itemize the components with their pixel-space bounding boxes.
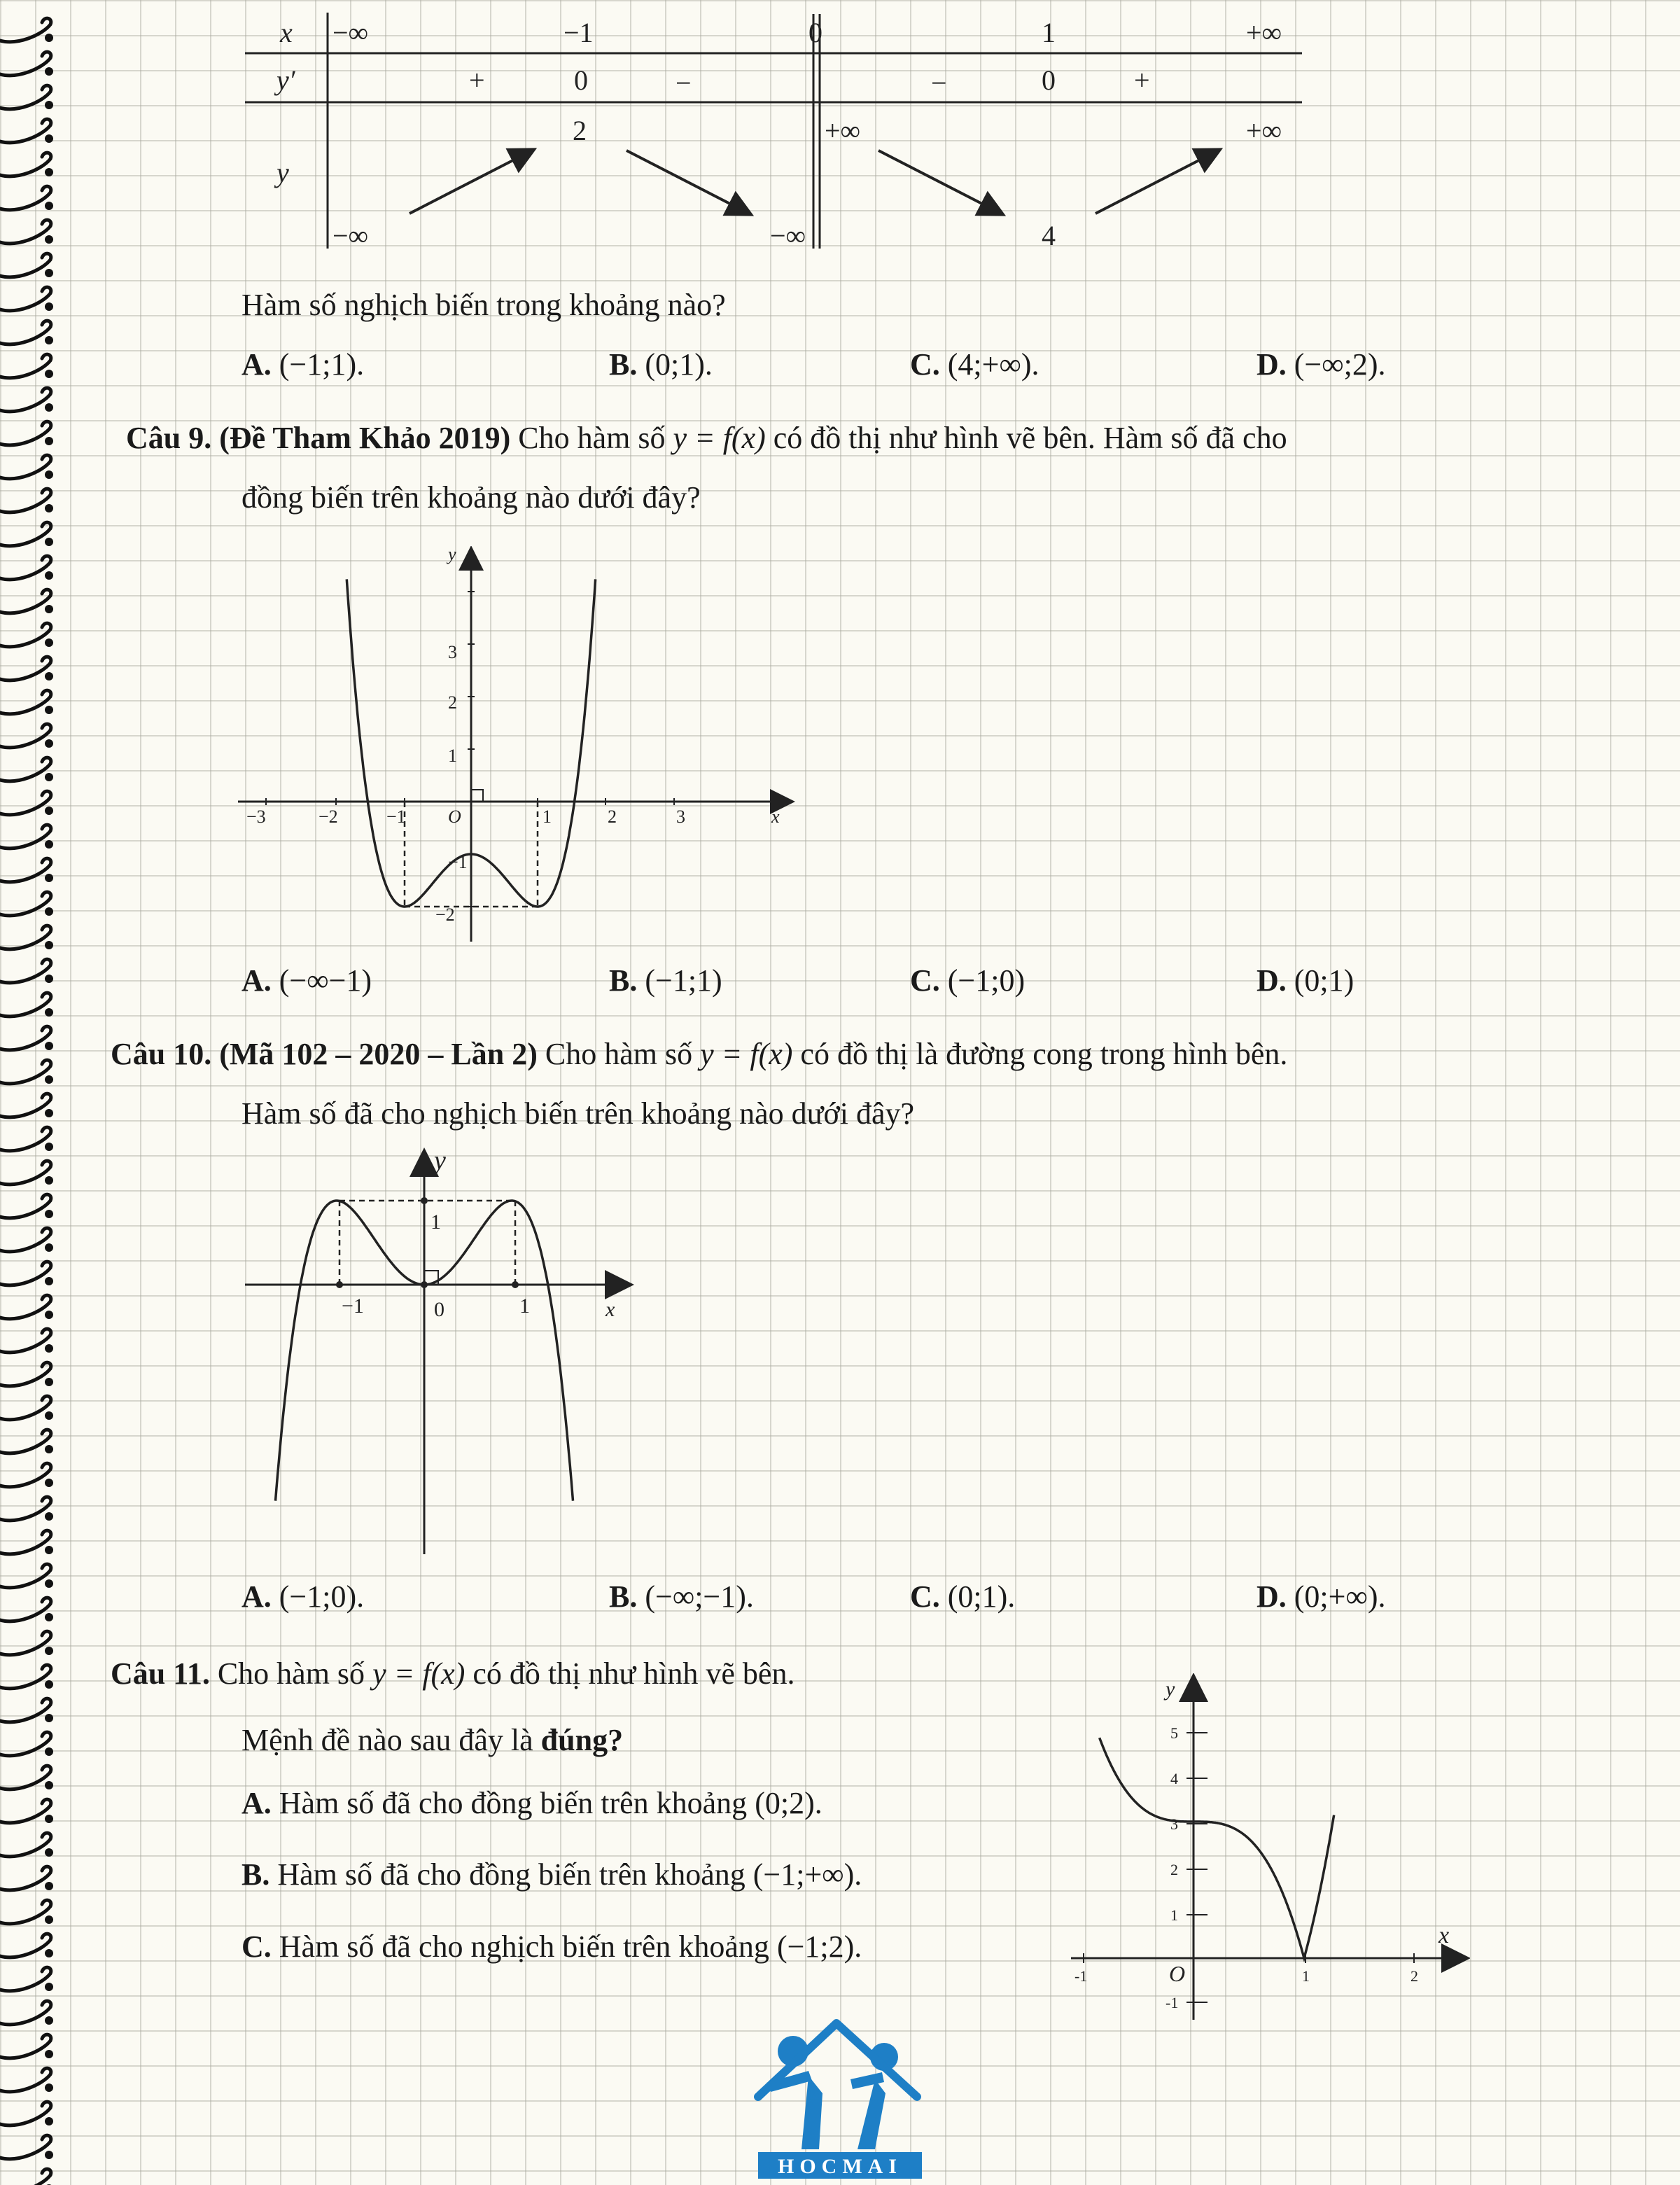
option-value: (0;2). [755, 1786, 822, 1820]
x-tick-label: −1 [386, 807, 406, 827]
option-value: (0;1) [1294, 963, 1354, 998]
option-value: (−1;+∞). [752, 1857, 862, 1892]
option-text: Hàm số đã cho đồng biến trên khoảng [279, 1786, 748, 1820]
option-letter: A. [241, 347, 272, 382]
vt-y-value: +∞ [1246, 115, 1282, 146]
y-tick-label: 2 [1170, 1861, 1178, 1878]
x-tick-label: −2 [318, 807, 338, 827]
x-axis-label: x [1438, 1922, 1450, 1948]
x-tick-label: -1 [1074, 1967, 1088, 1985]
q11-graph [1064, 1673, 1470, 2037]
q8-option-c[interactable] [910, 347, 1040, 382]
vt-y-value: −∞ [332, 220, 369, 251]
option-value: (−∞;−1). [645, 1579, 754, 1614]
option-value: (0;1). [645, 347, 713, 382]
option-text: Hàm số đã cho đồng biến trên khoảng [277, 1857, 746, 1892]
option-value: (−∞−1) [279, 963, 372, 998]
q9-option-a[interactable] [241, 963, 372, 998]
option-value: (0;1). [947, 1579, 1016, 1614]
option-letter: D. [1256, 1579, 1287, 1614]
decrease-arrow [878, 151, 1001, 214]
y-axis-label: y [1166, 1677, 1175, 1701]
vt-y-value: 2 [573, 115, 587, 146]
vt-yp-label: y′ [276, 64, 295, 96]
origin-label: O [448, 807, 461, 827]
increase-arrow [1096, 151, 1218, 214]
option-letter: A. [241, 1579, 272, 1614]
q11-option-b[interactable] [241, 1857, 862, 1892]
vt-sign: 0 [1042, 64, 1056, 96]
option-letter: D. [1256, 347, 1287, 382]
origin-label: O [1169, 1961, 1186, 1986]
y-tick-label: −2 [435, 905, 455, 925]
q11-option-a[interactable] [241, 1785, 822, 1821]
vt-sign: 0 [574, 64, 588, 96]
q9-stem-line2: đồng biến trên khoảng nào dưới đây? [241, 480, 701, 515]
q11-option-c[interactable] [241, 1929, 862, 1964]
vt-x-value: +∞ [1246, 17, 1282, 48]
y-tick-label: 1 [430, 1210, 441, 1234]
q11-stem-line1 [111, 1656, 794, 1691]
y-tick-label: -1 [1166, 1994, 1179, 2011]
option-text: Hàm số đã cho nghịch biến trên khoảng [279, 1929, 769, 1964]
question-text: có đồ thị là đường cong trong hình bên. [800, 1037, 1288, 1071]
option-value: (−1;2). [776, 1929, 862, 1964]
function-expression: y = f(x) [372, 1656, 465, 1691]
spiral-binding [0, 0, 77, 2185]
option-value: (−1;0) [947, 963, 1026, 998]
y-tick-label: 3 [1170, 1815, 1178, 1833]
question-text: Cho hàm số [545, 1037, 693, 1071]
vt-y-label: y [276, 157, 289, 188]
decrease-arrow [626, 151, 749, 214]
question-label: Câu 10. [111, 1037, 212, 1071]
q9-option-d[interactable] [1256, 963, 1354, 998]
y-tick-label: 1 [1170, 1906, 1178, 1924]
vt-sign: − [676, 67, 692, 99]
question-source: (Mã 102 – 2020 – Lần 2) [219, 1037, 538, 1071]
y-axis-label: y [448, 546, 456, 564]
question-text: Cho hàm số [518, 421, 666, 455]
option-letter: A. [241, 963, 272, 998]
q9-graph [238, 546, 798, 952]
y-tick-label: 2 [448, 692, 457, 713]
x-tick-label: 1 [519, 1294, 530, 1318]
option-letter: C. [910, 1579, 940, 1614]
option-letter: D. [1256, 963, 1287, 998]
q10-option-a[interactable] [241, 1579, 364, 1614]
logo-text: HOCMAI [778, 2155, 902, 2178]
y-tick-label: 3 [448, 642, 457, 662]
x-axis-label: x [771, 807, 780, 827]
vt-x-value: 1 [1042, 17, 1056, 48]
x-tick-label: 1 [1302, 1967, 1310, 1985]
x-tick-label: 0 [434, 1298, 444, 1321]
question-label: Câu 11. [111, 1656, 210, 1691]
vt-x-value: 0 [808, 17, 822, 48]
vt-y-value: −∞ [770, 220, 806, 251]
variation-table [238, 7, 1316, 259]
q8-option-b[interactable] [609, 347, 713, 382]
option-letter: C. [241, 1929, 272, 1964]
option-letter: A. [241, 1786, 272, 1820]
x-tick-label: 2 [1410, 1967, 1418, 1985]
x-tick-label: 2 [608, 807, 617, 827]
option-letter: B. [609, 1579, 638, 1614]
option-value: (0;+∞). [1294, 1579, 1386, 1614]
q11-stem-line2 [241, 1722, 623, 1758]
option-value: (−1;1). [279, 347, 365, 382]
function-curve [1100, 1738, 1334, 1958]
x-tick-label: −1 [342, 1294, 364, 1318]
option-letter: B. [241, 1857, 270, 1892]
hocmai-logo [752, 2016, 927, 2181]
function-expression: y = f(x) [700, 1037, 793, 1071]
q10-graph [238, 1141, 637, 1561]
q8-question: Hàm số nghịch biến trong khoảng nào? [241, 288, 726, 322]
question-emphasis: đúng? [540, 1723, 624, 1757]
vt-x-label: x [280, 17, 293, 48]
q9-option-b[interactable] [609, 963, 722, 998]
vt-sign: + [469, 64, 485, 96]
x-tick-label: 1 [542, 807, 552, 827]
q9-stem-line1 [126, 420, 1287, 456]
option-value: (4;+∞). [947, 347, 1040, 382]
option-value: (−∞;2). [1294, 347, 1386, 382]
q10-stem-line2: Hàm số đã cho nghịch biến trên khoảng nào dưới đây? [241, 1096, 915, 1131]
x-tick-label: 3 [676, 807, 685, 827]
vt-x-value: −1 [564, 17, 594, 48]
x-tick-label: −3 [246, 807, 266, 827]
y-tick-label: 1 [448, 746, 457, 766]
function-expression: y = f(x) [673, 421, 766, 455]
vt-y-value: 4 [1042, 220, 1056, 251]
q10-stem-line1 [111, 1036, 1287, 1072]
question-text: Mệnh đề nào sau đây là [241, 1723, 533, 1757]
q9-option-c[interactable] [910, 963, 1025, 998]
q10-option-b[interactable] [609, 1579, 754, 1614]
q10-option-c[interactable] [910, 1579, 1015, 1614]
q8-option-a[interactable] [241, 347, 364, 382]
vt-x-value: −∞ [332, 17, 369, 48]
option-letter: C. [910, 347, 940, 382]
option-value: (−1;1) [645, 963, 722, 998]
question-text: có đồ thị như hình vẽ bên. Hàm số đã cho [773, 421, 1287, 455]
option-letter: C. [910, 963, 940, 998]
x-axis-label: x [606, 1298, 615, 1321]
q8-option-d[interactable] [1256, 347, 1386, 382]
question-label: Câu 9. [126, 421, 212, 455]
option-letter: B. [609, 347, 638, 382]
q10-option-d[interactable] [1256, 1579, 1386, 1614]
y-tick-label: 5 [1170, 1724, 1178, 1742]
option-value: (−1;0). [279, 1579, 365, 1614]
question-text: Cho hàm số [217, 1656, 365, 1691]
question-source: (Đề Tham Khảo 2019) [219, 421, 511, 455]
increase-arrow [410, 151, 532, 214]
question-text: có đồ thị như hình vẽ bên. [472, 1656, 795, 1691]
y-axis-label: y [434, 1146, 446, 1175]
vt-sign: + [1134, 64, 1150, 96]
y-tick-label: 4 [1170, 1770, 1178, 1787]
vt-y-value: +∞ [825, 115, 861, 146]
option-letter: B. [609, 963, 638, 998]
vt-sign: − [931, 67, 947, 99]
y-tick-label: −1 [448, 852, 468, 872]
